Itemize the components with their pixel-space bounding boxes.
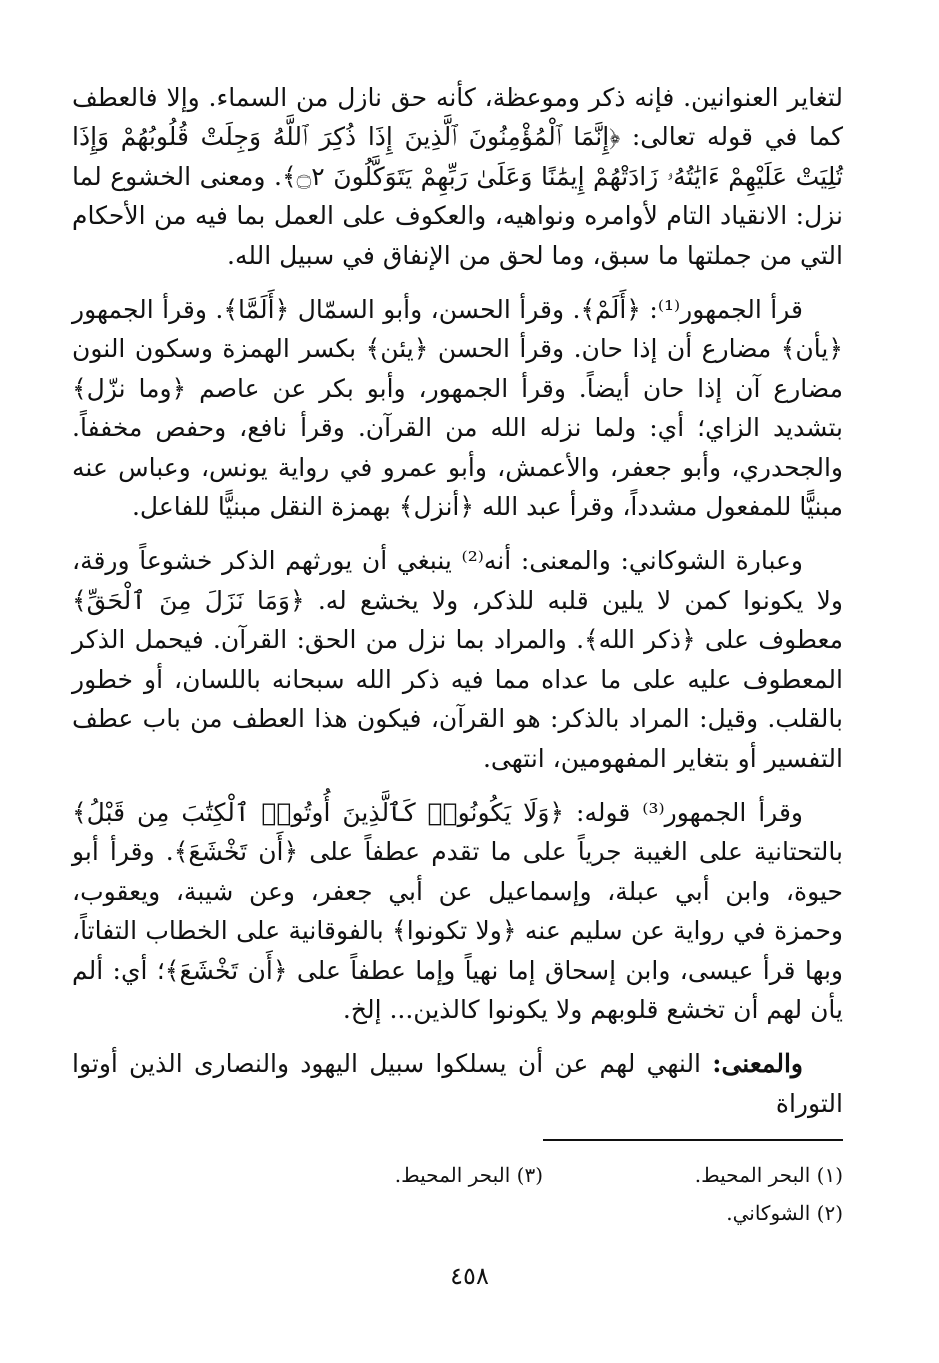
footnote-2: (٢) الشوكاني. — [726, 1201, 843, 1225]
footnotes — [72, 1156, 843, 1232]
footnote-3: (٣) البحر المحيط. — [394, 1163, 543, 1187]
paragraph-1: لتغاير العنوانين. فإنه ذكر وموعظة، كأنه حق نازل من السماء. وإلا فالعطف كما في قوله تعالى: ﴿إِنَّمَا ٱلْمُؤْمِنُونَ ٱلَّذِينَ إِذَا ذُكِرَ ٱللَّهُ وَجِلَتْ قُلُوبُهُمْ وَإِذَا تُلِيَتْ عَلَيْهِمْ ءَايَٰتُهُۥ زَادَتْهُمْ إِيمَٰنًا وَعَلَىٰ رَبِّهِمْ يَتَوَكَّلُونَ ۝٢﴾. ومعنى الخشوع لما نزل: الانقياد التام لأوامره ونواهيه، والعكوف على العمل بما فيه من الأحكام التي من جملتها ما سبق، وما لحق من الإنفاق في سبيل الله. — [72, 83, 843, 270]
footnote-divider — [543, 1139, 843, 1141]
paragraph-5 — [72, 1044, 843, 1123]
page-number: ٤٥٨ — [450, 1262, 489, 1290]
footnote-row-1 — [72, 1156, 843, 1194]
paragraph-4: وقرأ الجمهور⁽³⁾ قوله: ﴿وَلَا يَكُونُوا۟ كَٱلَّذِينَ أُوتُوا۟ ٱلْكِتَٰبَ مِن قَبْلُ﴾ بالتحتانية على الغيبة جرياً على ما تقدم عطفاً على ﴿أَن تَخْشَعَ﴾. وقرأ أبو حيوة، وابن أبي عبلة، وإسماعيل عن أبي جعفر، وعن شيبة، ويعقوب، وحمزة في رواية عن سليم عنه ﴿ولا تكونوا﴾ بالفوقانية على الخطاب التفاتاً، وبها قرأ عيسى، وابن إسحاق إما نهياً وإما عطفاً على ﴿أَن تَخْشَعَ﴾؛ أي: ألم يأن لهم أن تخشع قلوبهم ولا يكونوا كالذين... إلخ. — [72, 797, 843, 1024]
footnote-1: (١) البحر المحيط. — [694, 1163, 843, 1187]
footnote-row-2 — [72, 1194, 843, 1232]
paragraph-2: قرأ الجمهور⁽¹⁾: ﴿أَلَمْ﴾. وقرأ الحسن، وأبو السمّال ﴿أَلَمَّا﴾. وقرأ الجمهور ﴿يأن﴾ مضارع أن إذا حان. وقرأ الحسن ﴿يئن﴾ بكسر الهمزة وسكون النون مضارع آن إذا حان أيضاً. وقرأ الجمهور، وأبو بكر عن عاصم ﴿وما نزّل﴾ بتشديد الزاي؛ أي: ولما نزله الله من القرآن. وقرأ نافع، وحفص مخففاً. والجحدري، وأبو جعفر، والأعمش، وأبو عمرو في رواية يونس، وعباس عنه مبنيًّا للمفعول مشدداً، وقرأ عبد الله ﴿أنزل﴾ بهمزة النقل مبنيًّا للفاعل. — [72, 295, 843, 522]
paragraph-3: وعبارة الشوكاني: والمعنى: أنه⁽²⁾ ينبغي أن يورثهم الذكر خشوعاً ورقة، ولا يكونوا كمن لا يلين قلبه للذكر، ولا يخشع له. ﴿وَمَا نَزَلَ مِنَ ٱلْحَقِّ﴾ معطوف على ﴿ذكر الله﴾. والمراد بما نزل من الحق: القرآن. فيحمل الذكر المعطوف عليه على ما عداه مما فيه ذكر الله سبحانه باللسان، أو خطور بالقلب. وقيل: المراد بالذكر: هو القرآن، فيكون هذا العطف من باب عطف التفسير أو بتغاير المفهومين، انتهى. — [72, 546, 843, 773]
paragraph-5-text: النهي لهم عن أن يسلكوا سبيل اليهود والنصارى الذين أوتوا التوراة — [72, 1049, 843, 1118]
page-body — [72, 78, 843, 1138]
paragraph-5-label: والمعنى: — [712, 1049, 803, 1079]
